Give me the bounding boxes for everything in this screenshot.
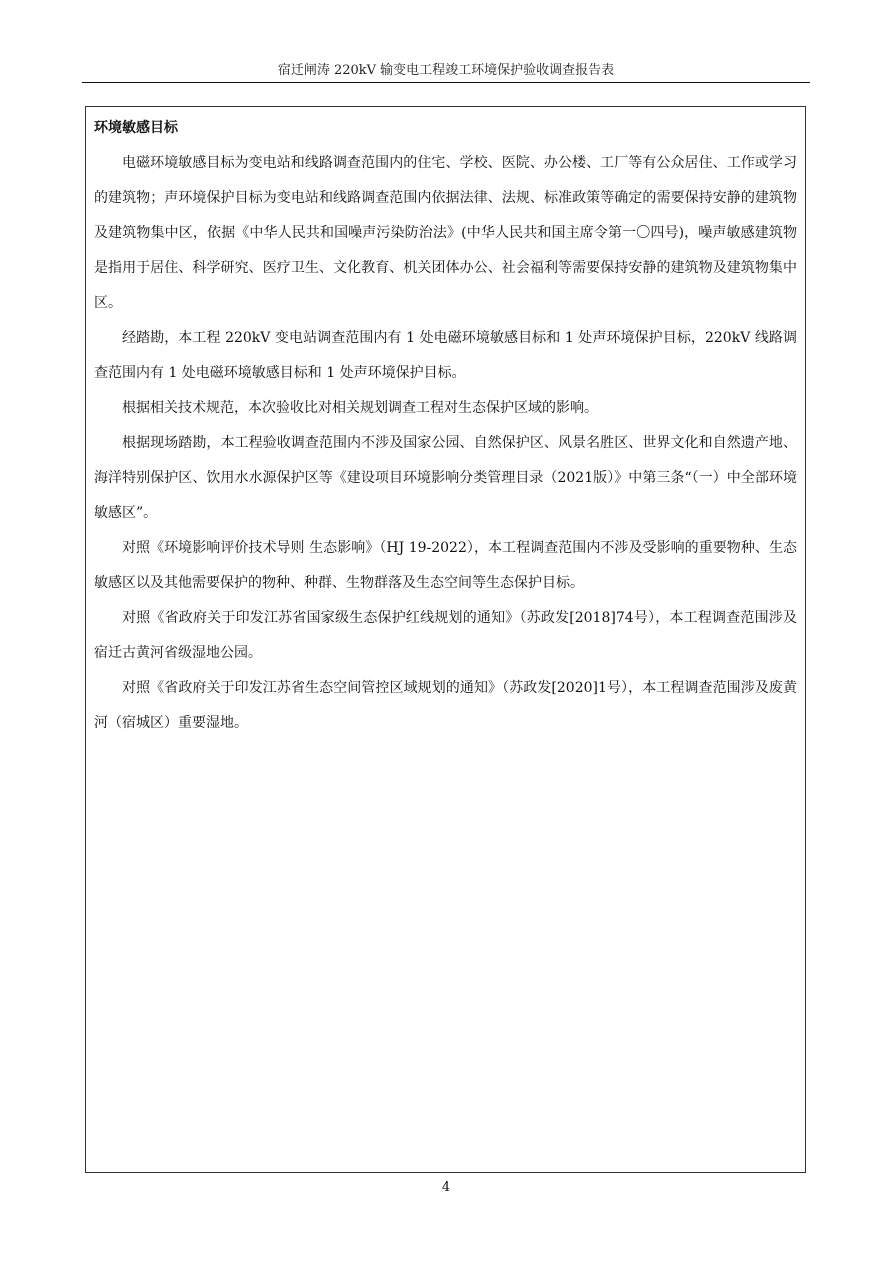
section-content <box>94 111 797 741</box>
paragraph-technical-spec: 根据相关技术规范，本次验收比对相关规划调查工程对生态保护区域的影响。 <box>122 400 598 416</box>
paragraph-electromagnetic-targets: 电磁环境敏感目标为变电站和线路调查范围内的住宅、学校、医院、办公楼、工厂等有公众居住、工作或学习的建筑物；声环境保护目标为变电站和线路调查范围内依据法律、法规、标准政策等确定的需要保持安静的建筑物及建筑物集中区，依据《中华人民共和国噪声污染防治法》(中华人民共和国主席令第一〇四号)，噪声敏感建筑物是指用于居住、科学研究、医疗卫生、文化教育、机关团体办公、社会福利等需要保持安静的建筑物及建筑物集中区。 <box>94 155 797 311</box>
page-number: 4 <box>441 1180 451 1195</box>
page-header-title: 宿迁闸涛 220kV 输变电工程竣工环境保护验收调查报告表 <box>277 63 615 78</box>
paragraph-sensitive-areas: 根据现场踏勘，本工程验收调查范围内不涉及国家公园、自然保护区、风景名胜区、世界文化和自然遗产地、海洋特别保护区、饮用水水源保护区等《建设项目环境影响分类管理目录（2021版）》中第三条“（一）中全部环境敏感区”。 <box>94 435 797 521</box>
paragraph-survey-findings: 经踏勘，本工程 220kV 变电站调查范围内有 1 处电磁环境敏感目标和 1 处声环境保护目标，220kV 线路调查范围内有 1 处电磁环境敏感目标和 1 处声环境保护目标。 <box>94 330 797 381</box>
header-rule <box>82 82 810 83</box>
paragraph-red-line-plan: 对照《省政府关于印发江苏省国家级生态保护红线规划的通知》（苏政发[2018]74号），本工程调查范围涉及宿迁古黄河省级湿地公园。 <box>94 610 797 661</box>
paragraph-control-area-plan: 对照《省政府关于印发江苏省生态空间管控区域规划的通知》（苏政发[2020]1号），本工程调查范围涉及废黄河（宿城区）重要湿地。 <box>94 680 797 731</box>
section-title: 环境敏感目标 <box>94 120 178 136</box>
content-box <box>85 106 806 1173</box>
paragraph-ecology-guideline: 对照《环境影响评价技术导则 生态影响》（HJ 19-2022），本工程调查范围内不涉及受影响的重要物种、生态敏感区以及其他需要保护的物种、种群、生物群落及生态空间等生态保护目标。 <box>94 540 797 591</box>
